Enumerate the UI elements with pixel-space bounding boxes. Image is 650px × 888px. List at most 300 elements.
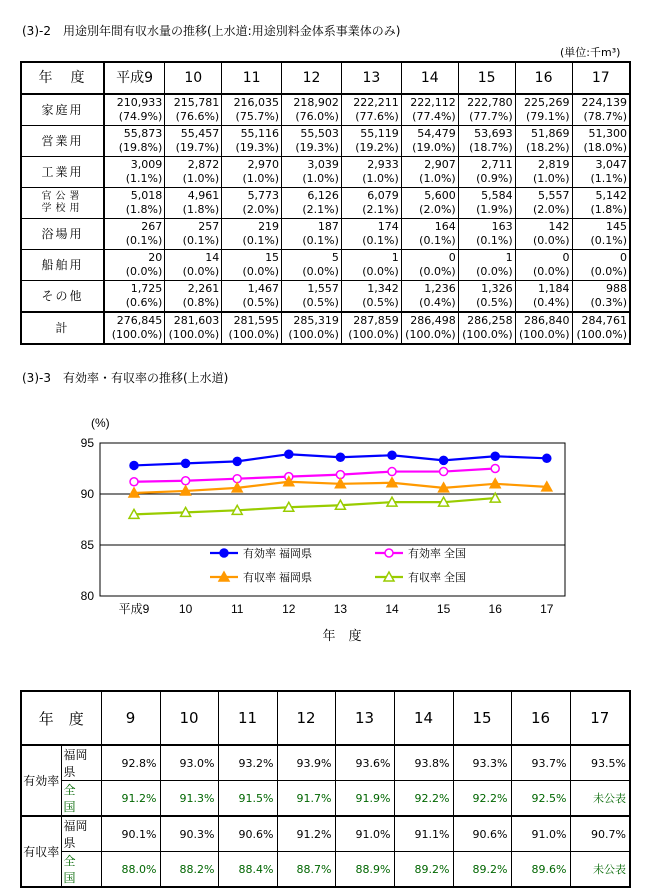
rate-cell: 92.2%: [394, 781, 453, 817]
data-cell: [104, 126, 165, 157]
volume-value: 5: [331, 251, 339, 264]
share-value: (18.7%): [469, 141, 513, 154]
volume-value: 187: [317, 220, 339, 233]
volume-value: 281,595: [233, 314, 280, 327]
data-cell: [401, 281, 458, 313]
share-value: (79.1%): [526, 110, 570, 123]
row-label: 船舶用: [21, 250, 104, 281]
row-label: 工業用: [21, 157, 104, 188]
rate-cell: 92.5%: [511, 781, 570, 817]
data-point: [491, 452, 499, 460]
row-sub-label: 福岡県: [61, 816, 101, 852]
year-header: 12: [277, 691, 335, 745]
share-value: (0.1%): [242, 234, 280, 247]
legend-label: 有収率 福岡県: [243, 572, 313, 584]
volume-value: 222,112: [410, 96, 456, 109]
data-point: [388, 451, 396, 459]
data-cell: [572, 126, 630, 157]
share-value: (0.0%): [302, 265, 339, 278]
data-cell: [282, 250, 342, 281]
rate-cell: 88.4%: [218, 852, 277, 888]
volume-value: 4,961: [187, 189, 220, 202]
data-cell: [458, 250, 515, 281]
share-value: (0.4%): [533, 296, 570, 309]
data-cell: [515, 250, 572, 281]
share-value: (100.0%): [168, 328, 220, 341]
share-value: (78.7%): [583, 110, 627, 123]
data-cell: [401, 157, 458, 188]
volume-value: 55,457: [180, 127, 220, 140]
data-cell: [572, 94, 630, 126]
share-value: (0.5%): [362, 296, 399, 309]
data-cell: [104, 188, 165, 219]
rate-cell: 93.8%: [394, 745, 453, 781]
data-point: [440, 456, 448, 464]
share-value: (0.1%): [182, 234, 220, 247]
year-header: 13: [335, 691, 394, 745]
rate-cell: 89.6%: [511, 852, 570, 888]
data-cell: [341, 188, 401, 219]
volume-value: 6,126: [307, 189, 339, 202]
year-header: 15: [458, 62, 515, 94]
share-value: (0.1%): [476, 234, 513, 247]
rate-cell: 88.0%: [101, 852, 160, 888]
data-point: [440, 468, 448, 476]
data-cell: [104, 94, 165, 126]
rate-cell: 90.6%: [218, 816, 277, 852]
share-value: (100.0%): [462, 328, 513, 341]
data-cell: [165, 250, 222, 281]
table-header-row: [21, 62, 630, 94]
table-row: [21, 312, 630, 344]
volume-value: 5,142: [595, 189, 627, 202]
data-cell: [222, 94, 282, 126]
year-header: 14: [394, 691, 453, 745]
volume-value: 1,342: [367, 282, 399, 295]
data-point: [182, 477, 190, 485]
volume-value: 3,039: [307, 158, 339, 171]
row-label: 官公署 学校用: [21, 188, 104, 219]
rate-cell: 93.7%: [511, 745, 570, 781]
volume-value: 2,933: [367, 158, 399, 171]
data-cell: [458, 281, 515, 313]
data-cell: [401, 126, 458, 157]
x-tick-label: 16: [488, 602, 502, 616]
volume-value: 1,557: [307, 282, 339, 295]
share-value: (1.8%): [590, 203, 627, 216]
volume-value: 1,326: [481, 282, 513, 295]
data-cell: [282, 188, 342, 219]
data-cell: [401, 94, 458, 126]
year-header: 10: [160, 691, 218, 745]
data-cell: [401, 312, 458, 344]
legend-label: 有効率 福岡県: [243, 548, 313, 560]
share-value: (19.7%): [175, 141, 220, 154]
share-value: (2.1%): [302, 203, 339, 216]
data-cell: [341, 94, 401, 126]
volume-value: 2,907: [424, 158, 456, 171]
data-cell: [341, 312, 401, 344]
rate-cell: 91.2%: [101, 781, 160, 817]
data-cell: [458, 126, 515, 157]
data-point: [130, 461, 138, 469]
volume-value: 55,116: [240, 127, 280, 140]
x-tick-label: 10: [178, 602, 193, 616]
rate-cell: 88.2%: [160, 852, 218, 888]
data-cell: [165, 188, 222, 219]
share-value: (2.0%): [533, 203, 570, 216]
year-header: 平成9: [104, 62, 165, 94]
rate-cell: 91.9%: [335, 781, 394, 817]
rate-cell: 91.1%: [394, 816, 453, 852]
data-cell: [515, 281, 572, 313]
volume-value: 55,119: [360, 127, 399, 140]
row-sub-label: 福岡県: [61, 745, 101, 781]
data-point: [491, 465, 499, 473]
data-cell: [282, 94, 342, 126]
data-cell: [104, 281, 165, 313]
share-value: (0.1%): [362, 234, 399, 247]
volume-value: 276,845: [116, 314, 163, 327]
rate-cell: 93.5%: [570, 745, 630, 781]
data-cell: [282, 219, 342, 250]
volume-value: 222,780: [467, 96, 513, 109]
data-cell: [282, 312, 342, 344]
data-cell: [222, 312, 282, 344]
data-point: [336, 453, 344, 461]
volume-value: 287,859: [353, 314, 399, 327]
volume-value: 286,840: [524, 314, 570, 327]
share-value: (18.0%): [583, 141, 627, 154]
rate-cell: 91.5%: [218, 781, 277, 817]
year-header: 16: [511, 691, 570, 745]
y-tick-label: 85: [80, 538, 94, 552]
data-cell: [401, 188, 458, 219]
share-value: (0.0%): [419, 265, 456, 278]
row-label: 計: [21, 312, 104, 344]
data-cell: [572, 250, 630, 281]
data-cell: [401, 219, 458, 250]
y-tick-label: 95: [80, 436, 94, 450]
volume-value: 53,693: [474, 127, 513, 140]
rate-line-chart: [0, 400, 650, 660]
table-row: [21, 219, 630, 250]
x-tick-label: 平成9: [118, 602, 150, 616]
volume-value: 5,018: [130, 189, 163, 202]
rate-cell: 93.9%: [277, 745, 335, 781]
data-cell: [282, 126, 342, 157]
data-point: [233, 457, 241, 465]
share-value: (76.6%): [175, 110, 220, 123]
share-value: (0.0%): [125, 265, 163, 278]
volume-value: 20: [148, 251, 163, 264]
data-cell: [341, 281, 401, 313]
share-value: (0.1%): [590, 234, 627, 247]
data-cell: [222, 126, 282, 157]
rate-cell: 90.3%: [160, 816, 218, 852]
volume-value: 1,467: [247, 282, 280, 295]
table-row: [21, 281, 630, 313]
data-cell: [165, 219, 222, 250]
share-value: (0.3%): [590, 296, 627, 309]
volume-value: 210,933: [116, 96, 163, 109]
share-value: (0.0%): [242, 265, 280, 278]
volume-value: 5,557: [538, 189, 570, 202]
y-tick-label: 80: [80, 589, 94, 603]
year-header: 9: [101, 691, 160, 745]
data-cell: [282, 281, 342, 313]
volume-value: 218,902: [293, 96, 339, 109]
volume-value: 222,211: [353, 96, 399, 109]
data-cell: [572, 312, 630, 344]
share-value: (0.1%): [419, 234, 456, 247]
rate-cell: 89.2%: [453, 852, 511, 888]
volume-value: 219: [258, 220, 280, 233]
share-value: (1.0%): [533, 172, 570, 185]
share-value: (0.1%): [302, 234, 339, 247]
share-value: (100.0%): [348, 328, 399, 341]
share-value: (0.0%): [533, 265, 570, 278]
share-value: (0.5%): [302, 296, 339, 309]
share-value: (19.3%): [235, 141, 280, 154]
volume-value: 225,269: [524, 96, 570, 109]
x-tick-label: 15: [436, 602, 451, 616]
data-cell: [282, 157, 342, 188]
share-value: (0.9%): [476, 172, 513, 185]
table-row: [21, 781, 630, 817]
share-value: (0.5%): [476, 296, 513, 309]
volume-value: 0: [620, 251, 627, 264]
share-value: (1.0%): [182, 172, 220, 185]
volume-value: 267: [141, 220, 163, 233]
table-row: [21, 250, 630, 281]
share-value: (1.8%): [125, 203, 163, 216]
share-value: (1.9%): [476, 203, 513, 216]
rate-cell: 92.8%: [101, 745, 160, 781]
table-row: [21, 94, 630, 126]
data-cell: [515, 188, 572, 219]
row-label: 営業用: [21, 126, 104, 157]
water-volume-table: [20, 61, 631, 345]
data-point: [285, 450, 293, 458]
share-value: (0.0%): [182, 265, 220, 278]
table-row: [21, 188, 630, 219]
share-value: (0.5%): [242, 296, 280, 309]
section1-title: (3)-2 用途別年間有収水量の推移(上水道:用途別料金体系事業体のみ): [22, 24, 401, 38]
share-value: (77.4%): [412, 110, 456, 123]
rate-table: [20, 690, 631, 888]
volume-value: 285,319: [293, 314, 339, 327]
data-cell: [165, 94, 222, 126]
volume-value: 0: [562, 251, 570, 264]
share-value: (0.8%): [182, 296, 220, 309]
share-value: (75.7%): [235, 110, 280, 123]
share-value: (77.6%): [355, 110, 399, 123]
table-row: [21, 852, 630, 888]
volume-value: 2,819: [538, 158, 570, 171]
volume-value: 257: [198, 220, 220, 233]
x-tick-label: 12: [282, 602, 296, 616]
share-value: (76.0%): [295, 110, 339, 123]
year-header: 11: [222, 62, 282, 94]
share-value: (0.1%): [125, 234, 163, 247]
share-value: (1.1%): [125, 172, 163, 185]
volume-value: 51,869: [531, 127, 570, 140]
rate-cell: 91.3%: [160, 781, 218, 817]
share-value: (19.3%): [295, 141, 339, 154]
volume-value: 51,300: [588, 127, 627, 140]
share-value: (2.0%): [419, 203, 456, 216]
volume-value: 2,711: [481, 158, 513, 171]
volume-value: 15: [265, 251, 280, 264]
row-label: 浴場用: [21, 219, 104, 250]
data-cell: [515, 94, 572, 126]
share-value: (19.0%): [412, 141, 456, 154]
volume-value: 1,236: [424, 282, 456, 295]
data-cell: [572, 188, 630, 219]
share-value: (100.0%): [519, 328, 570, 341]
table-row: [21, 745, 630, 781]
data-cell: [222, 219, 282, 250]
x-tick-label: 17: [540, 602, 554, 616]
volume-value: 14: [205, 251, 220, 264]
data-cell: [104, 312, 165, 344]
data-point: [385, 549, 393, 557]
data-cell: [458, 188, 515, 219]
data-cell: [222, 188, 282, 219]
data-cell: [341, 157, 401, 188]
volume-value: 988: [606, 282, 627, 295]
data-cell: [341, 126, 401, 157]
legend-label: 有収率 全国: [408, 572, 467, 584]
share-value: (18.2%): [526, 141, 570, 154]
rate-cell: 90.1%: [101, 816, 160, 852]
share-value: (0.0%): [533, 234, 570, 247]
data-cell: [104, 250, 165, 281]
volume-value: 2,261: [187, 282, 220, 295]
year-header: 17: [570, 691, 630, 745]
year-header: 16: [515, 62, 572, 94]
share-value: (0.6%): [125, 296, 163, 309]
data-cell: [572, 281, 630, 313]
rate-cell: 88.7%: [277, 852, 335, 888]
data-point: [388, 468, 396, 476]
data-cell: [341, 250, 401, 281]
volume-value: 215,781: [173, 96, 220, 109]
data-cell: [458, 219, 515, 250]
table-row: [21, 126, 630, 157]
data-cell: [222, 250, 282, 281]
year-header: 12: [282, 62, 342, 94]
volume-value: 281,603: [173, 314, 220, 327]
rate-cell: 93.3%: [453, 745, 511, 781]
volume-value: 1,725: [130, 282, 163, 295]
rate-cell: 93.0%: [160, 745, 218, 781]
share-value: (0.0%): [362, 265, 399, 278]
data-cell: [572, 157, 630, 188]
rate-cell: 未公表: [570, 852, 630, 888]
header-label: 年 度: [21, 691, 101, 745]
year-header: 10: [165, 62, 222, 94]
rate-cell: 91.0%: [335, 816, 394, 852]
legend-label: 有効率 全国: [408, 548, 467, 560]
share-value: (1.8%): [182, 203, 220, 216]
rate-cell: 91.0%: [511, 816, 570, 852]
data-point: [220, 549, 228, 557]
volume-value: 6,079: [367, 189, 399, 202]
volume-value: 0: [448, 251, 456, 264]
volume-value: 163: [491, 220, 513, 233]
share-value: (0.0%): [476, 265, 513, 278]
data-cell: [458, 312, 515, 344]
data-cell: [515, 312, 572, 344]
data-cell: [222, 281, 282, 313]
rate-cell: 92.2%: [453, 781, 511, 817]
x-axis-label: 年 度: [322, 628, 362, 643]
share-value: (1.1%): [590, 172, 627, 185]
table-row: [21, 157, 630, 188]
share-value: (0.0%): [590, 265, 627, 278]
table-row: [21, 816, 630, 852]
share-value: (100.0%): [576, 328, 627, 341]
share-value: (100.0%): [405, 328, 456, 341]
row-label: 家庭用: [21, 94, 104, 126]
group-label: 有収率: [21, 816, 61, 887]
volume-value: 55,503: [300, 127, 339, 140]
share-value: (0.4%): [419, 296, 456, 309]
year-header: 11: [218, 691, 277, 745]
header-label: 年 度: [21, 62, 104, 94]
row-sub-label: 全 国: [61, 852, 101, 888]
rate-cell: 90.7%: [570, 816, 630, 852]
data-cell: [165, 312, 222, 344]
group-label: 有効率: [21, 745, 61, 816]
share-value: (2.0%): [242, 203, 280, 216]
year-header: 15: [453, 691, 511, 745]
table-header-row: [21, 691, 630, 745]
data-cell: [341, 219, 401, 250]
year-header: 17: [572, 62, 630, 94]
share-value: (77.7%): [469, 110, 513, 123]
share-value: (100.0%): [111, 328, 163, 341]
volume-value: 224,139: [581, 96, 627, 109]
share-value: (1.0%): [302, 172, 339, 185]
volume-value: 145: [606, 220, 627, 233]
volume-value: 55,873: [123, 127, 163, 140]
share-value: (1.0%): [242, 172, 280, 185]
data-cell: [165, 281, 222, 313]
year-header: 13: [341, 62, 401, 94]
volume-value: 286,258: [467, 314, 513, 327]
volume-value: 3,047: [595, 158, 627, 171]
data-point: [182, 459, 190, 467]
rate-cell: 89.2%: [394, 852, 453, 888]
data-cell: [165, 157, 222, 188]
volume-value: 54,479: [417, 127, 456, 140]
share-value: (19.8%): [118, 141, 163, 154]
share-value: (100.0%): [228, 328, 280, 341]
volume-value: 142: [548, 220, 570, 233]
data-cell: [458, 157, 515, 188]
rate-cell: 90.6%: [453, 816, 511, 852]
data-cell: [515, 219, 572, 250]
share-value: (19.2%): [355, 141, 399, 154]
x-tick-label: 11: [230, 602, 244, 616]
data-point: [543, 454, 551, 462]
data-cell: [401, 250, 458, 281]
share-value: (100.0%): [288, 328, 339, 341]
data-cell: [104, 219, 165, 250]
